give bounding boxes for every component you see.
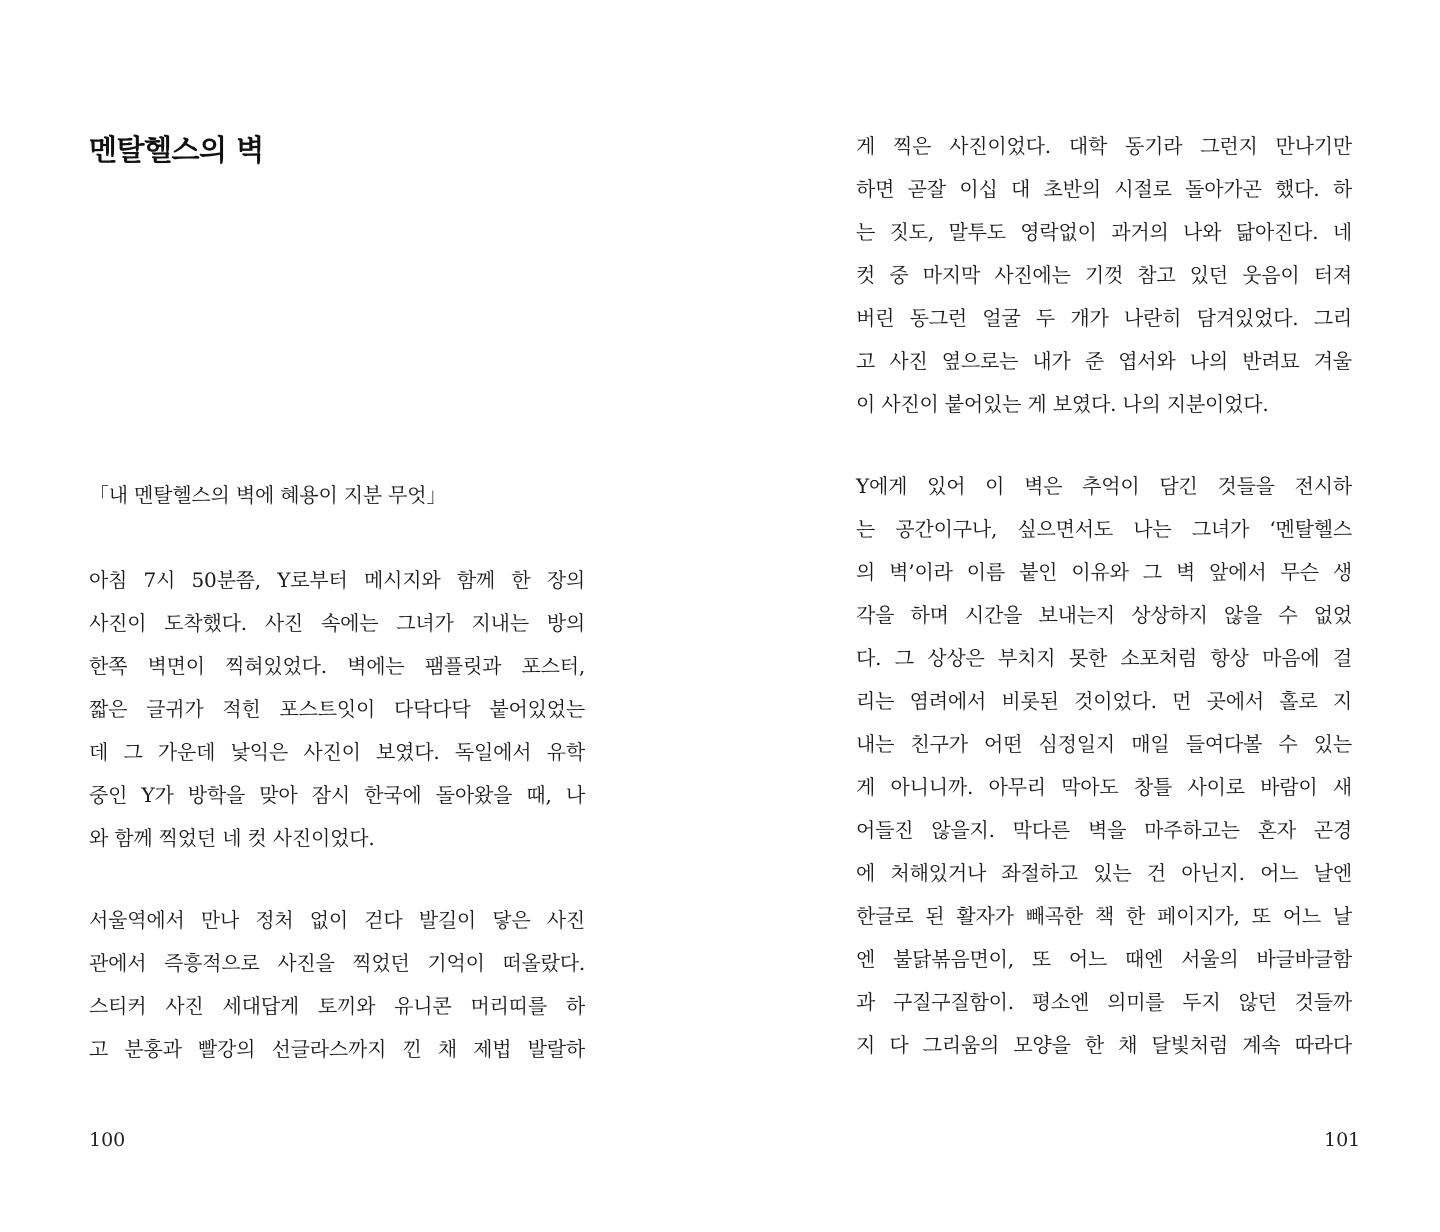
paragraph bbox=[856, 125, 1352, 426]
chapter-quote bbox=[89, 474, 585, 517]
text-line: 컷 중 마지막 사진에는 기껏 참고 있던 웃음이 터져 bbox=[856, 263, 1352, 287]
paragraph bbox=[89, 899, 585, 1071]
text-line: 다. 그 상상은 부치지 못한 소포처럼 항상 마음에 걸 bbox=[856, 646, 1352, 670]
text-line: 엔 불닭볶음면이, 또 어느 때엔 서울의 바글바글함 bbox=[856, 947, 1352, 971]
page-number: 101 bbox=[1324, 1129, 1361, 1151]
text-line: 짧은 글귀가 적힌 포스트잇이 다닥다닥 붙어있었는 bbox=[89, 697, 585, 721]
text-line: 지 다 그리움의 모양을 한 채 달빛처럼 계속 따라다 bbox=[856, 1033, 1352, 1057]
text-line: 게 찍은 사진이었다. 대학 동기라 그런지 만나기만 bbox=[856, 134, 1352, 158]
text-line: 어들진 않을지. 막다른 벽을 마주하고는 혼자 곤경 bbox=[856, 818, 1352, 842]
paragraph bbox=[856, 465, 1352, 1067]
text-line: 사진이 도착했다. 사진 속에는 그녀가 지내는 방의 bbox=[89, 611, 585, 635]
text-line: 과 구질구질함이. 평소엔 의미를 두지 않던 것들까 bbox=[856, 990, 1352, 1014]
text-line: 각을 하며 시간을 보내는지 상상하지 않을 수 없었 bbox=[856, 603, 1352, 627]
text-line: 내는 친구가 어떤 심정일지 매일 들여다볼 수 있는 bbox=[856, 732, 1352, 756]
text-line: 이 사진이 붙어있는 게 보였다. 나의 지분이었다. bbox=[856, 392, 1269, 416]
text-line: 버린 동그런 얼굴 두 개가 나란히 담겨있었다. 그리 bbox=[856, 306, 1352, 330]
text-line: 관에서 즉흥적으로 사진을 찍었던 기억이 떠올랐다. bbox=[89, 951, 585, 975]
text-line: 한글로 된 활자가 빼곡한 책 한 페이지가, 또 어느 날 bbox=[856, 904, 1352, 928]
text-line: 는 짓도, 말투도 영락없이 과거의 나와 닮아진다. 네 bbox=[856, 220, 1352, 244]
page-number: 100 bbox=[89, 1129, 126, 1151]
text-line: 데 그 가운데 낯익은 사진이 보였다. 독일에서 유학 bbox=[89, 740, 585, 764]
quote-line: 「내 멘탈헬스의 벽에 혜용이 지분 무엇」 bbox=[89, 483, 447, 507]
text-line: Y에게 있어 이 벽은 추억이 담긴 것들을 전시하 bbox=[856, 474, 1352, 498]
paragraph bbox=[89, 559, 585, 860]
chapter-title: 멘탈헬스의 벽 bbox=[89, 133, 264, 167]
text-line: 고 분홍과 빨강의 선글라스까지 낀 채 제법 발랄하 bbox=[89, 1037, 585, 1061]
text-line: 리는 염려에서 비롯된 것이었다. 먼 곳에서 홀로 지 bbox=[856, 689, 1352, 713]
text-line: 아침 7시 50분쯤, Y로부터 메시지와 함께 한 장의 bbox=[89, 568, 585, 592]
text-line: 에 처해있거나 좌절하고 있는 건 아닌지. 어느 날엔 bbox=[856, 861, 1352, 885]
text-line: 고 사진 옆으로는 내가 준 엽서와 나의 반려묘 겨울 bbox=[856, 349, 1352, 373]
text-line: 스티커 사진 세대답게 토끼와 유니콘 머리띠를 하 bbox=[89, 994, 585, 1018]
text-line: 게 아니니까. 아무리 막아도 창틀 사이로 바람이 새 bbox=[856, 775, 1352, 799]
text-line: 하면 곧잘 이십 대 초반의 시절로 돌아가곤 했다. 하 bbox=[856, 177, 1352, 201]
text-line: 중인 Y가 방학을 맞아 잠시 한국에 돌아왔을 때, 나 bbox=[89, 783, 585, 807]
text-line: 와 함께 찍었던 네 컷 사진이었다. bbox=[89, 826, 375, 850]
text-line: 는 공간이구나, 싶으면서도 나는 그녀가 ‘멘탈헬스 bbox=[856, 517, 1352, 541]
text-line: 서울역에서 만나 정처 없이 걷다 발길이 닿은 사진 bbox=[89, 908, 585, 932]
text-line: 한쪽 벽면이 찍혀있었다. 벽에는 팸플릿과 포스터, bbox=[89, 654, 585, 678]
text-line: 의 벽’이라 이름 붙인 이유와 그 벽 앞에서 무슨 생 bbox=[856, 560, 1352, 584]
